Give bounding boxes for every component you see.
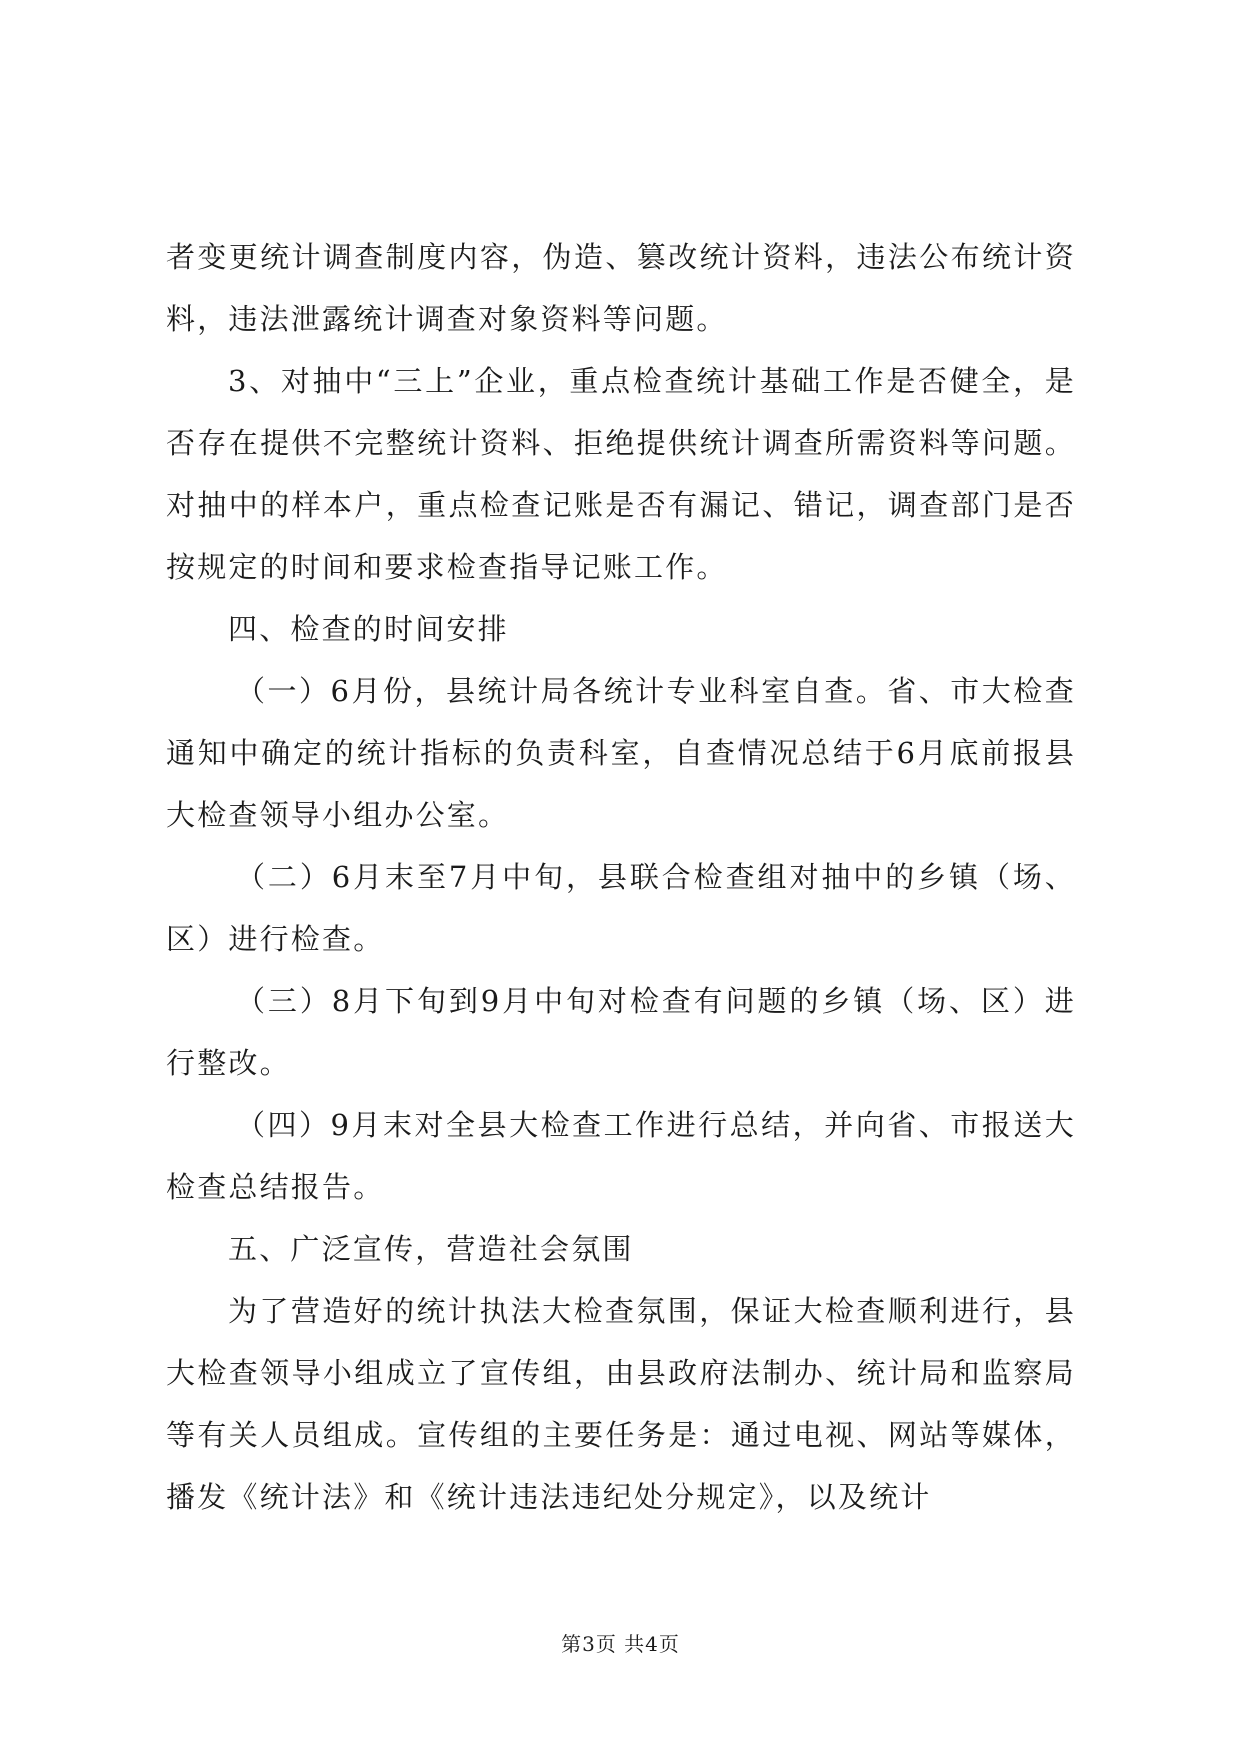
section-heading-4: 四、检查的时间安排 — [228, 612, 509, 646]
paragraph-item-3: 3、对抽中“三上”企业，重点检查统计基础工作是否健全，是否存在提供不完整统计资料、拒绝提供统计调查所需资料等问题。对抽中的样本户，重点检查记账是否有漏记、错记，调查部门是否按规定的时间和要求检查指导记账工作。 — [166, 364, 1076, 584]
schedule-item-3: （三）8月下旬到9月中旬对检查有问题的乡镇（场、区）进行整改。 — [166, 984, 1076, 1080]
page-footer: 第3页 共4页 — [561, 1632, 680, 1656]
paragraph-publicity: 为了营造好的统计执法大检查氛围，保证大检查顺利进行，县大检查领导小组成立了宣传组，由县政府法制办、统计局和监察局等有关人员组成。宣传组的主要任务是：通过电视、网站等媒体，播发《统计法》和《统计违法违纪处分规定》，以及统计 — [166, 1294, 1076, 1514]
schedule-item-4: （四）9月末对全县大检查工作进行总结，并向省、市报送大检查总结报告。 — [166, 1108, 1076, 1204]
body-text — [166, 226, 1076, 1528]
schedule-item-2: （二）6月末至7月中旬，县联合检查组对抽中的乡镇（场、区）进行检查。 — [166, 860, 1076, 956]
section-heading-5: 五、广泛宣传，营造社会氛围 — [228, 1232, 634, 1266]
schedule-item-1: （一）6月份，县统计局各统计专业科室自查。省、市大检查通知中确定的统计指标的负责科室，自查情况总结于6月底前报县大检查领导小组办公室。 — [166, 674, 1076, 832]
paragraph-continuation: 者变更统计调查制度内容，伪造、篡改统计资料，违法公布统计资料，违法泄露统计调查对象资料等问题。 — [166, 240, 1076, 336]
